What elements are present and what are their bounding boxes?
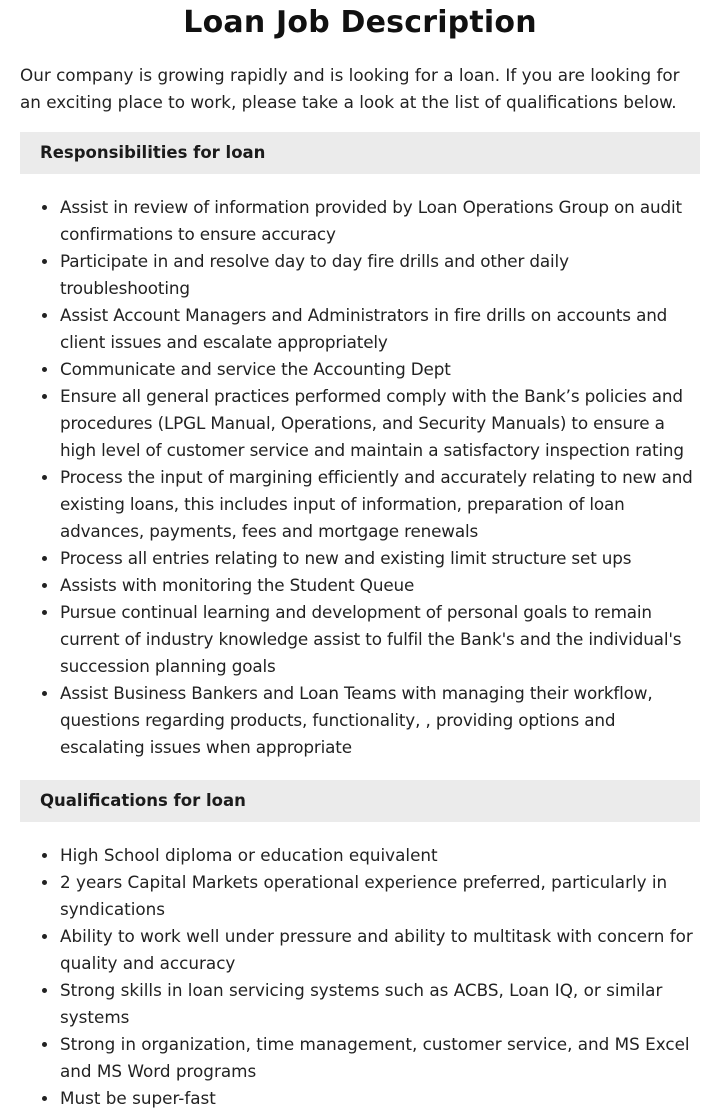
list-item: Assists with monitoring the Student Queue	[60, 572, 700, 599]
list-item: Strong skills in loan servicing systems such as ACBS, Loan IQ, or similar systems	[60, 977, 700, 1031]
qualifications-heading: Qualifications for loan	[20, 780, 700, 822]
list-item: Process all entries relating to new and existing limit structure set ups	[60, 545, 700, 572]
list-item: Process the input of margining efficiently and accurately relating to new and existing loans, this includes input of information, preparation of loan advances, payments, fees and mortgage renewals	[60, 464, 700, 545]
list-item: High School diploma or education equivalent	[60, 842, 700, 869]
list-item: Strong in organization, time management, customer service, and MS Excel and MS Word programs	[60, 1031, 700, 1085]
responsibilities-heading: Responsibilities for loan	[20, 132, 700, 174]
list-item: Participate in and resolve day to day fire drills and other daily troubleshooting	[60, 248, 700, 302]
intro-paragraph: Our company is growing rapidly and is looking for a loan. If you are looking for an exciting place to work, please take a look at the list of qualifications below.	[20, 65, 680, 112]
list-item: Assist in review of information provided by Loan Operations Group on audit confirmations to ensure accuracy	[60, 194, 700, 248]
qualifications-list	[20, 842, 700, 1112]
page-title: Loan Job Description	[183, 5, 537, 40]
list-item: 2 years Capital Markets operational experience preferred, particularly in syndications	[60, 869, 700, 923]
list-item: Assist Account Managers and Administrators in fire drills on accounts and client issues and escalate appropriately	[60, 302, 700, 356]
list-item: Pursue continual learning and development of personal goals to remain current of industry knowledge assist to fulfil the Bank's and the individual's succession planning goals	[60, 599, 700, 680]
list-item: Assist Business Bankers and Loan Teams with managing their workflow, questions regarding products, functionality, , providing options and escalating issues when appropriate	[60, 680, 700, 761]
list-item: Ability to work well under pressure and ability to multitask with concern for quality and accuracy	[60, 923, 700, 977]
responsibilities-list	[20, 194, 700, 761]
list-item: Ensure all general practices performed comply with the Bank’s policies and procedures (LPGL Manual, Operations, and Security Manuals) to ensure a high level of customer service and maintain a satisfactory inspection rating	[60, 383, 700, 464]
list-item: Must be super-fast	[60, 1085, 700, 1112]
list-item: Communicate and service the Accounting Dept	[60, 356, 700, 383]
